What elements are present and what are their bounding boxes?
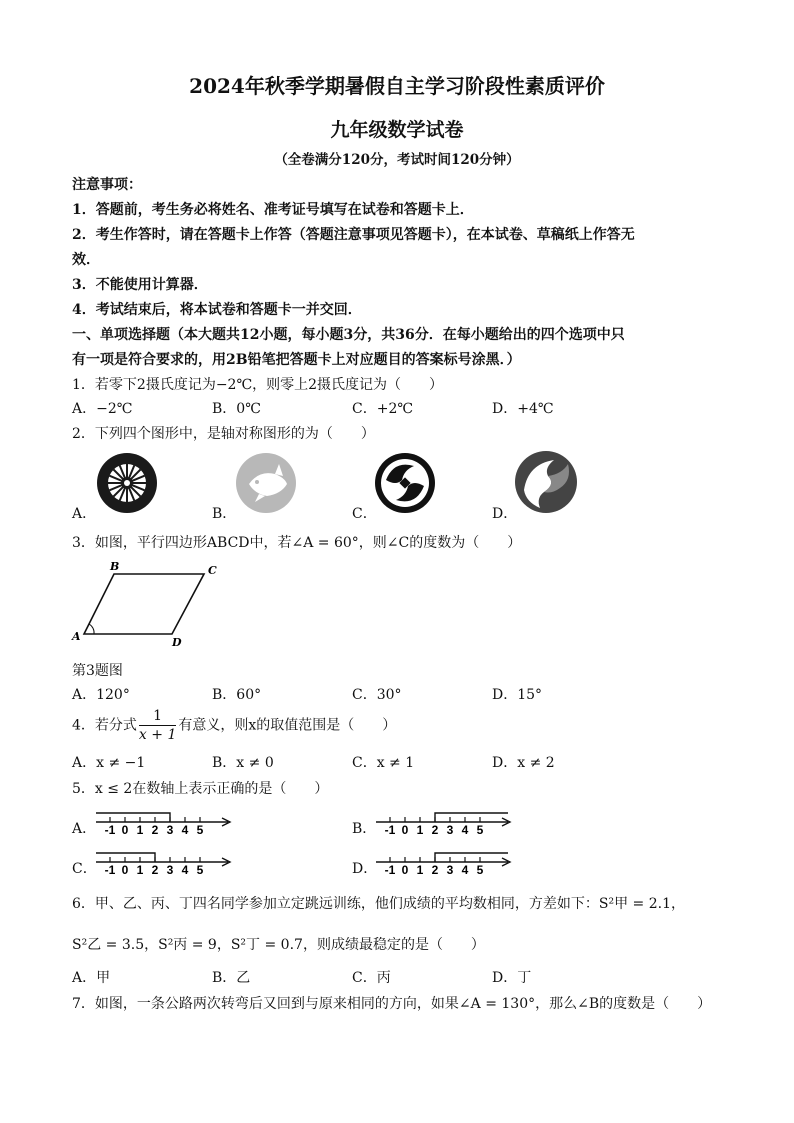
numberline-tick-label: 1 — [416, 823, 424, 837]
q6-option-b: B．乙 — [212, 970, 251, 986]
q3-label-d: D — [172, 636, 182, 649]
numberline-tick-label: 4 — [181, 823, 189, 837]
q4-denominator: x + 1 — [138, 727, 177, 743]
numberline-tick-label: 5 — [476, 863, 484, 877]
note-item: 3．不能使用计算器． — [72, 277, 208, 293]
numberline-tick-label: 2 — [431, 863, 439, 877]
q3-label-c: C — [208, 564, 217, 577]
q2-option-d: D． — [492, 506, 518, 522]
q5-option-b: B． — [352, 821, 377, 837]
q3-parallelogram-figure — [72, 562, 222, 652]
q7-stem: 7．如图，一条公路两次转弯后又回到与原来相同的方向，如果∠A = 130°，那么∠B的度数是（ ） — [72, 996, 712, 1012]
q4-numerator: 1 — [139, 707, 176, 726]
numberline-tick-label: 3 — [166, 823, 174, 837]
section-heading-cont: 有一项是符合要求的，用2B铅笔把答题卡上对应题目的答案标号涂黑．） — [72, 352, 521, 368]
q5-stem: 5．x ≤ 2在数轴上表示正确的是（ ） — [72, 781, 329, 797]
q4-option-b: B．x ≠ 0 — [212, 755, 274, 771]
q6-stem-line1: 6．甲、乙、丙、丁四名同学参加立定跳远训练，他们成绩的平均数相同，方差如下：S²甲 = 2.1， — [72, 896, 686, 912]
q5-numberline-d — [376, 842, 516, 877]
numberline-tick-label: 3 — [166, 863, 174, 877]
q3-option-c: C．30° — [352, 687, 402, 703]
q6-option-c: C．丙 — [352, 970, 391, 986]
q4-option-a: A．x ≠ −1 — [72, 755, 146, 771]
numberline-tick-label: 2 — [151, 823, 159, 837]
q5-option-a: A． — [72, 821, 97, 837]
numberline-range — [435, 853, 508, 862]
section-heading: 一、单项选择题（本大题共12小题，每小题3分，共36分．在每小题给出的四个选项中只 — [72, 327, 625, 343]
numberline-tick-label: 5 — [196, 823, 204, 837]
q5-option-d: D． — [352, 861, 378, 877]
q2-figure-c — [374, 452, 436, 514]
q6-stem-line2: S²乙 = 3.5，S²丙 = 9，S²丁 = 0.7，则成绩最稳定的是（ ） — [72, 937, 485, 953]
q3-label-b: B — [110, 560, 120, 573]
exam-subtitle: 九年级数学试卷 — [330, 119, 464, 141]
q5-numberline-a — [96, 802, 236, 837]
numberline-tick-label: 0 — [401, 863, 409, 877]
numberline-tick-label: -1 — [384, 863, 396, 877]
q1-option-c: C．+2℃ — [352, 401, 414, 417]
q3-option-b: B．60° — [212, 687, 262, 703]
q5-numberline-b — [376, 802, 516, 837]
numberline-tick-label: -1 — [384, 823, 396, 837]
numberline-tick-label: 5 — [476, 823, 484, 837]
note-item: 2．考生作答时，请在答题卡上作答（答题注意事项见答题卡），在本试卷、草稿纸上作答无 — [72, 227, 635, 243]
q4-option-d: D．x ≠ 2 — [492, 755, 555, 771]
numberline-tick-label: 1 — [136, 863, 144, 877]
exam-title: 2024年秋季学期暑假自主学习阶段性素质评价 — [189, 74, 605, 98]
q1-option-a: A．−2℃ — [72, 401, 133, 417]
exam-info: （全卷满分120分，考试时间120分钟） — [274, 152, 520, 168]
q6-option-d: D．丁 — [492, 970, 532, 986]
numberline-tick-label: -1 — [104, 823, 116, 837]
q6-option-a: A．甲 — [72, 970, 111, 986]
q4-option-c: C．x ≠ 1 — [352, 755, 415, 771]
q4-stem — [72, 707, 396, 744]
numberline-range — [96, 813, 170, 822]
numberline-tick-label: 0 — [401, 823, 409, 837]
numberline-range — [435, 813, 508, 822]
q3-option-a: A．120° — [72, 687, 130, 703]
q1-option-b: B．0℃ — [212, 401, 261, 417]
q2-stem: 2．下列四个图形中，是轴对称图形的为（ ） — [72, 426, 375, 442]
q5-numberline-c — [96, 842, 236, 877]
notes-heading: 注意事项： — [72, 177, 142, 193]
numberline-tick-label: 1 — [416, 863, 424, 877]
q2-option-c: C． — [352, 506, 377, 522]
numberline-tick-label: 0 — [121, 823, 129, 837]
q2-option-b: B． — [212, 506, 237, 522]
q4-stem-pre: 4．若分式 — [72, 717, 137, 734]
q2-figure-d — [514, 450, 578, 514]
numberline-tick-label: 1 — [136, 823, 144, 837]
q3-caption: 第3题图 — [72, 663, 123, 679]
q4-fraction — [139, 707, 176, 744]
numberline-tick-label: 4 — [461, 823, 469, 837]
q1-option-d: D．+4℃ — [492, 401, 554, 417]
q3-stem: 3．如图，平行四边形ABCD中，若∠A = 60°，则∠C的度数为（ ） — [72, 535, 522, 551]
q3-label-a: A — [72, 630, 81, 643]
note-item: 1．答题前，考生务必将姓名、准考证号填写在试卷和答题卡上． — [72, 202, 474, 218]
numberline-tick-label: 3 — [446, 823, 454, 837]
q3-option-d: D．15° — [492, 687, 543, 703]
q5-option-c: C． — [72, 861, 97, 877]
numberline-tick-label: 3 — [446, 863, 454, 877]
q2-option-a: A． — [72, 506, 97, 522]
note-item: 效． — [72, 252, 100, 268]
q2-figure-a — [96, 452, 158, 514]
q1-stem: 1．若零下2摄氏度记为−2℃，则零上2摄氏度记为（ ） — [72, 377, 444, 393]
q2-figure-b — [235, 452, 297, 514]
numberline-tick-label: 5 — [196, 863, 204, 877]
numberline-tick-label: 2 — [151, 863, 159, 877]
numberline-tick-label: 2 — [431, 823, 439, 837]
note-item: 4．考试结束后，将本试卷和答题卡一并交回． — [72, 302, 362, 318]
numberline-tick-label: 0 — [121, 863, 129, 877]
numberline-tick-label: 4 — [181, 863, 189, 877]
q4-stem-post: 有意义，则x的取值范围是（ ） — [178, 717, 397, 734]
numberline-tick-label: -1 — [104, 863, 116, 877]
numberline-tick-label: 4 — [461, 863, 469, 877]
